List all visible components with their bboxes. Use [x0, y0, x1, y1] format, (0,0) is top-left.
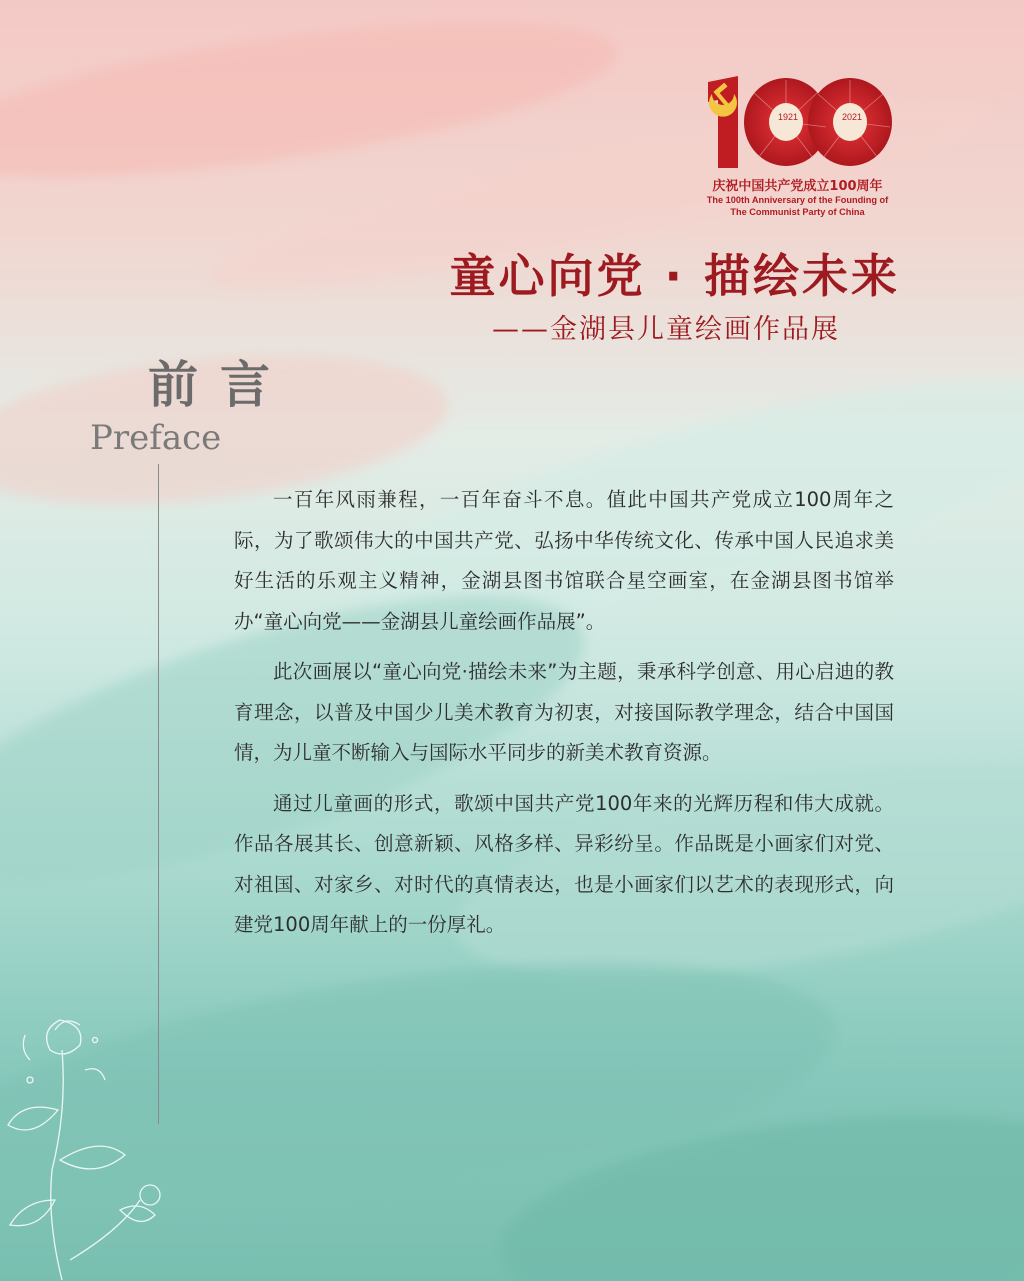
logo-caption-english-line1: The 100th Anniversary of the Founding of [706, 195, 889, 205]
logo-year-start: 1921 [777, 112, 799, 122]
logo-year-end: 2021 [841, 112, 863, 122]
logo-caption-english-line2: The Communist Party of China [730, 207, 865, 217]
flower-illustration-icon [0, 1000, 200, 1281]
preface-body [234, 480, 894, 956]
body-paragraph: 一百年风雨兼程，一百年奋斗不息。值此中国共产党成立100周年之际，为了歌颂伟大的中国共产党、弘扬中华传统文化、传承中国人民追求美好生活的乐观主义精神，金湖县图书馆联合星空画室，在金湖县图书馆举办“童心向党——金湖县儿童绘画作品展”。 [234, 488, 894, 633]
body-paragraph: 此次画展以“童心向党·描绘未来”为主题，秉承科学创意、用心启迪的教育理念，以普及中国少儿美术教育为初衷，对接国际教学理念，结合中国国情，为儿童不断输入与国际水平同步的新美术教育资源。 [234, 660, 894, 764]
exhibition-title: 童心向党 · 描绘未来 [449, 249, 900, 303]
preface-heading-chinese: 前言 [148, 356, 292, 414]
logo-caption-chinese: 庆祝中国共产党成立100周年 [712, 179, 883, 194]
exhibition-subtitle: ——金湖县儿童绘画作品展 [492, 314, 840, 345]
preface-heading-english: Preface [90, 418, 222, 458]
body-paragraph: 通过儿童画的形式，歌颂中国共产党100年来的光辉历程和伟大成就。作品各展其长、创意新颖、风格多样、异彩纷呈。作品既是小画家们对党、对祖国、对家乡、对时代的真情表达，也是小画家们以艺术的表现形式，向建党100周年献上的一份厚礼。 [234, 791, 894, 936]
